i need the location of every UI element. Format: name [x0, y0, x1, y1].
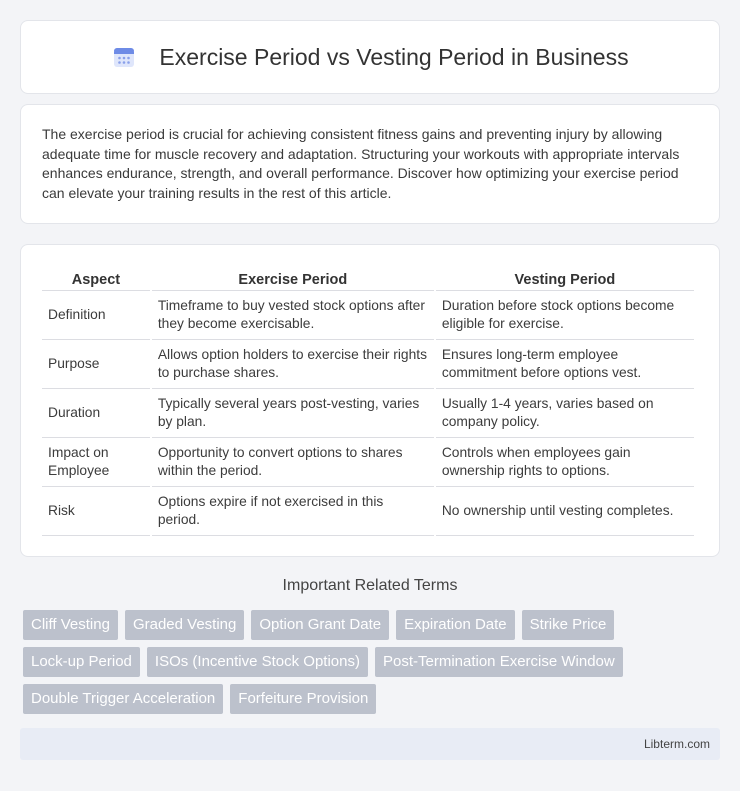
- term-tag-lock-up-period[interactable]: Lock-up Period: [23, 647, 140, 677]
- table-cell: Duration: [42, 389, 150, 438]
- table-row: [42, 438, 694, 487]
- related-terms-title: Important Related Terms: [282, 577, 458, 594]
- footer-site-link[interactable]: Libterm.com: [643, 737, 710, 751]
- table-cell: Impact on Employee: [42, 438, 150, 487]
- table-cell: Options expire if not exercised in this period.: [152, 487, 434, 536]
- term-tag-cliff-vesting[interactable]: Cliff Vesting: [23, 610, 118, 640]
- table-cell: Purpose: [42, 340, 150, 389]
- term-tag-strike-price[interactable]: Strike Price: [522, 610, 615, 640]
- table-header-row: [42, 265, 694, 291]
- footer: [20, 728, 720, 760]
- table-cell: Risk: [42, 487, 150, 536]
- term-tag-graded-vesting[interactable]: Graded Vesting: [125, 610, 244, 640]
- column-header-vesting-period: Vesting Period: [436, 265, 694, 291]
- intro-text: The exercise period is crucial for achieving consistent fitness gains and preventing injury by allowing adequate time for muscle recovery and adaptation. Structuring your workouts with appropriate intervals enhances endurance, strength, and overall performance. Discover how optimizing your exercise period can elevate your training results in the rest of this article.: [42, 126, 680, 201]
- table-cell: Timeframe to buy vested stock options after they become exercisable.: [152, 291, 434, 340]
- related-terms-list: [23, 610, 723, 714]
- comparison-table: [40, 265, 696, 536]
- term-tag-post-termination-exercise-window[interactable]: Post-Termination Exercise Window: [375, 647, 623, 677]
- table-cell: Usually 1-4 years, varies based on company policy.: [436, 389, 694, 438]
- table-row: [42, 389, 694, 438]
- page-title: Exercise Period vs Vesting Period in Business: [159, 43, 629, 70]
- table-cell: Duration before stock options become eligible for exercise.: [436, 291, 694, 340]
- term-tag-option-grant-date[interactable]: Option Grant Date: [251, 610, 389, 640]
- table-cell: Typically several years post-vesting, varies by plan.: [152, 389, 434, 438]
- column-header-aspect: Aspect: [42, 265, 150, 291]
- table-cell: Allows option holders to exercise their rights to purchase shares.: [152, 340, 434, 389]
- table-row: [42, 291, 694, 340]
- table-cell: Ensures long-term employee commitment before options vest.: [436, 340, 694, 389]
- table-row: [42, 340, 694, 389]
- table-cell: No ownership until vesting completes.: [436, 487, 694, 536]
- column-header-exercise-period: Exercise Period: [152, 265, 434, 291]
- table-cell: Opportunity to convert options to shares within the period.: [152, 438, 434, 487]
- term-tag-forfeiture-provision[interactable]: Forfeiture Provision: [230, 684, 376, 714]
- table-row: [42, 487, 694, 536]
- intro-card: [20, 104, 720, 224]
- table-cell: Definition: [42, 291, 150, 340]
- table-cell: Controls when employees gain ownership rights to options.: [436, 438, 694, 487]
- comparison-card: [20, 244, 720, 557]
- term-tag-isos[interactable]: ISOs (Incentive Stock Options): [147, 647, 368, 677]
- calendar-icon: [111, 44, 137, 70]
- header-card: [20, 20, 720, 94]
- term-tag-double-trigger-acceleration[interactable]: Double Trigger Acceleration: [23, 684, 223, 714]
- term-tag-expiration-date[interactable]: Expiration Date: [396, 610, 515, 640]
